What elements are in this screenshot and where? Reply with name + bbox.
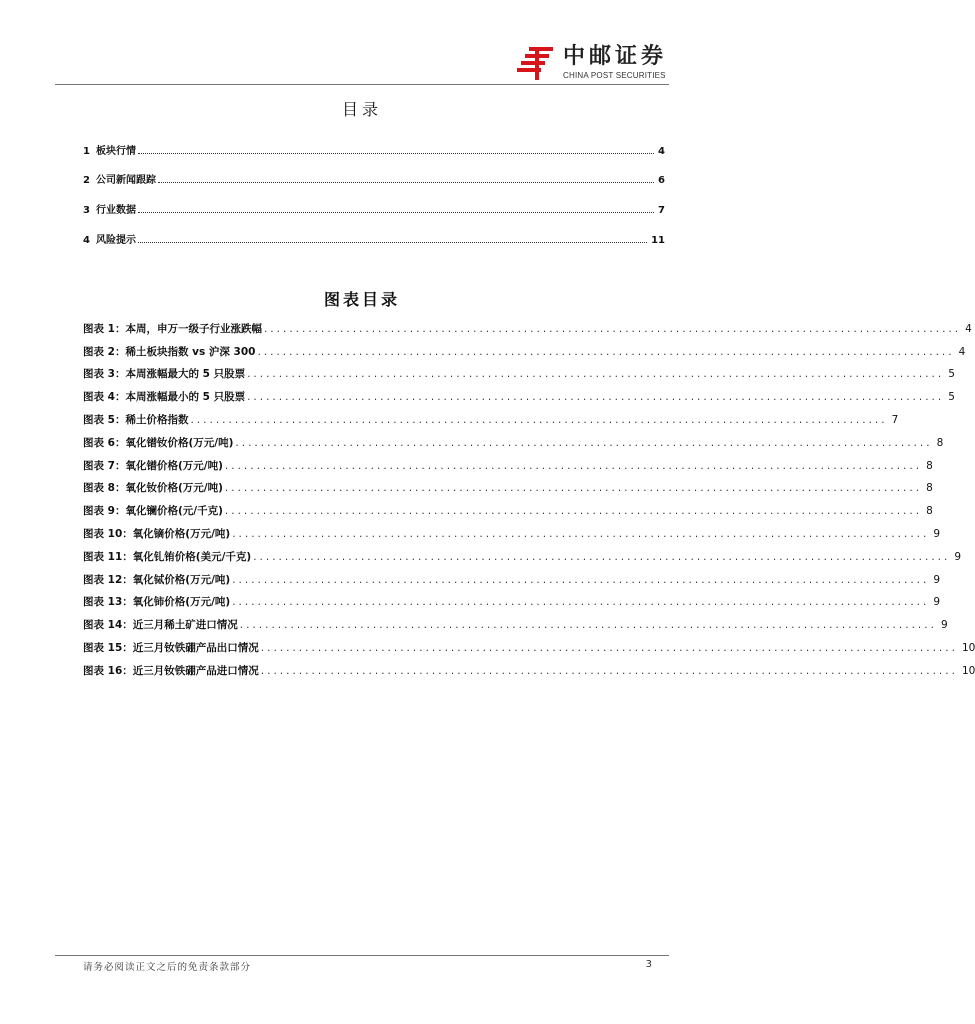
figure-entry[interactable] (83, 458, 933, 473)
figure-entry-page: 4 (965, 323, 972, 335)
figure-leader-dots: .............................................................................................................. (232, 596, 930, 608)
toc-entry-number: 1 (83, 146, 90, 157)
figure-leader-dots: .............................................................................................................. (224, 482, 923, 494)
figure-entry[interactable] (83, 389, 955, 404)
company-logo (517, 44, 667, 80)
logo-english-text: CHINA POST SECURITIES (562, 71, 666, 80)
toc-entry-page: 4 (658, 146, 665, 157)
figure-entry-page: 9 (933, 596, 941, 608)
toc-entry-number: 4 (83, 235, 90, 246)
logo-chinese-text: 中邮证券 (562, 44, 667, 69)
figure-entry-label: 图表 16：近三月钕铁硼产品进口情况 (83, 665, 259, 677)
toc-entry[interactable] (83, 231, 665, 246)
figure-entry-label: 图表 13：氧化铈价格(万元/吨) (83, 596, 231, 608)
figure-entry-label: 图表 2：稀土板块指数 vs 沪深 300 (83, 346, 256, 358)
figure-entry-page: 7 (891, 414, 899, 426)
figure-leader-dots: .............................................................................................................. (247, 391, 945, 403)
figure-entry[interactable] (83, 344, 966, 359)
figure-leader-dots: .............................................................................................................. (232, 574, 930, 586)
figure-entry-page: 4 (958, 346, 966, 358)
figure-entry-label: 图表 11：氧化钆铕价格(美元/千克) (83, 551, 252, 563)
toc-entry-page: 11 (651, 235, 665, 246)
figure-leader-dots: .............................................................................................................. (239, 619, 937, 631)
figure-entry-label: 图表 14：近三月稀土矿进口情况 (83, 619, 238, 631)
figure-entry[interactable] (83, 572, 941, 587)
toc-entry-number: 2 (83, 175, 90, 186)
figure-entry[interactable] (83, 663, 975, 678)
figure-entry-label: 图表 10：氧化镝价格(万元/吨) (83, 528, 231, 540)
toc-entry-label: 风险提示 (95, 235, 136, 246)
figure-entry[interactable] (83, 640, 975, 655)
figure-entry-page: 10 (961, 665, 975, 677)
figure-leader-dots: .............................................................................................................. (190, 414, 888, 426)
figure-entry[interactable] (83, 594, 941, 609)
toc-entry-label: 行业数据 (95, 205, 136, 216)
figure-entry[interactable] (83, 526, 941, 541)
toc-entry-page: 6 (658, 175, 665, 186)
china-post-logo-icon (517, 44, 557, 80)
figure-entry[interactable] (83, 503, 933, 518)
figure-entry-page: 5 (948, 391, 955, 403)
figure-entry-page: 8 (936, 437, 944, 449)
figure-entry-label: 图表 6：氧化镨钕价格(万元/吨) (83, 437, 234, 449)
toc-leader-dots (138, 153, 654, 154)
figure-entry[interactable] (83, 412, 899, 427)
figure-entry-page: 9 (933, 528, 941, 540)
header-divider (55, 84, 669, 85)
figure-entry-page: 8 (926, 505, 933, 517)
figure-entry-label: 图表 1：本周，申万一级子行业涨跌幅 (83, 323, 262, 335)
figure-entry-page: 10 (961, 642, 975, 654)
figure-list-title: 图表目录 (323, 290, 400, 309)
figure-entry-label: 图表 5：稀土价格指数 (83, 414, 189, 426)
figure-leader-dots: .............................................................................................................. (224, 460, 923, 472)
figure-entry-label: 图表 7：氧化镨价格(万元/吨) (83, 460, 223, 472)
figure-entry-page: 9 (933, 574, 941, 586)
figure-entry[interactable] (83, 366, 955, 381)
figure-leader-dots: .............................................................................................................. (235, 437, 933, 449)
figure-entry[interactable] (83, 480, 933, 495)
toc-leader-dots (138, 242, 647, 243)
figure-entry-page: 9 (954, 551, 962, 563)
toc-leader-dots (138, 212, 654, 213)
figure-entry[interactable] (83, 549, 962, 564)
toc-entry-label: 公司新闻跟踪 (95, 175, 156, 186)
figure-leader-dots: .............................................................................................................. (232, 528, 930, 540)
figure-entry-label: 图表 3：本周涨幅最大的 5 只股票 (83, 368, 246, 380)
figure-entry-page: 8 (926, 460, 933, 472)
disclaimer-note: 请务必阅读正文之后的免责条款部分 (83, 962, 252, 973)
figure-leader-dots: .............................................................................................................. (247, 368, 945, 380)
toc-entry-number: 3 (83, 205, 90, 216)
toc-entry-label: 板块行情 (95, 146, 136, 157)
toc-entry[interactable] (83, 142, 665, 157)
toc-entry[interactable] (83, 201, 665, 216)
figure-entry-page: 8 (926, 482, 933, 494)
toc-entry[interactable] (83, 171, 665, 186)
page-number: 3 (645, 959, 652, 970)
figure-leader-dots: .............................................................................................................. (260, 665, 958, 677)
footer-divider (55, 955, 669, 956)
toc-entry-page: 7 (658, 205, 665, 216)
figure-leader-dots: .............................................................................................................. (257, 346, 955, 358)
toc-title: 目录 (341, 100, 382, 119)
figure-leader-dots: .............................................................................................................. (253, 551, 951, 563)
figure-entry-page: 5 (948, 368, 955, 380)
figure-entry-label: 图表 8：氧化钕价格(万元/吨) (83, 482, 223, 494)
figure-leader-dots: .............................................................................................................. (224, 505, 923, 517)
figure-entry-label: 图表 4：本周涨幅最小的 5 只股票 (83, 391, 246, 403)
figure-leader-dots: .............................................................................................................. (260, 642, 958, 654)
figure-entry[interactable] (83, 435, 944, 450)
figure-entry-label: 图表 9：氧化镧价格(元/千克) (83, 505, 223, 517)
figure-entry[interactable] (83, 321, 972, 336)
figure-leader-dots: .............................................................................................................. (263, 323, 962, 335)
figure-entry-page: 9 (940, 619, 948, 631)
toc-leader-dots (158, 182, 654, 183)
figure-entry-label: 图表 15：近三月钕铁硼产品出口情况 (83, 642, 259, 654)
figure-entry-label: 图表 12：氧化铽价格(万元/吨) (83, 574, 231, 586)
figure-entry[interactable] (83, 617, 948, 632)
